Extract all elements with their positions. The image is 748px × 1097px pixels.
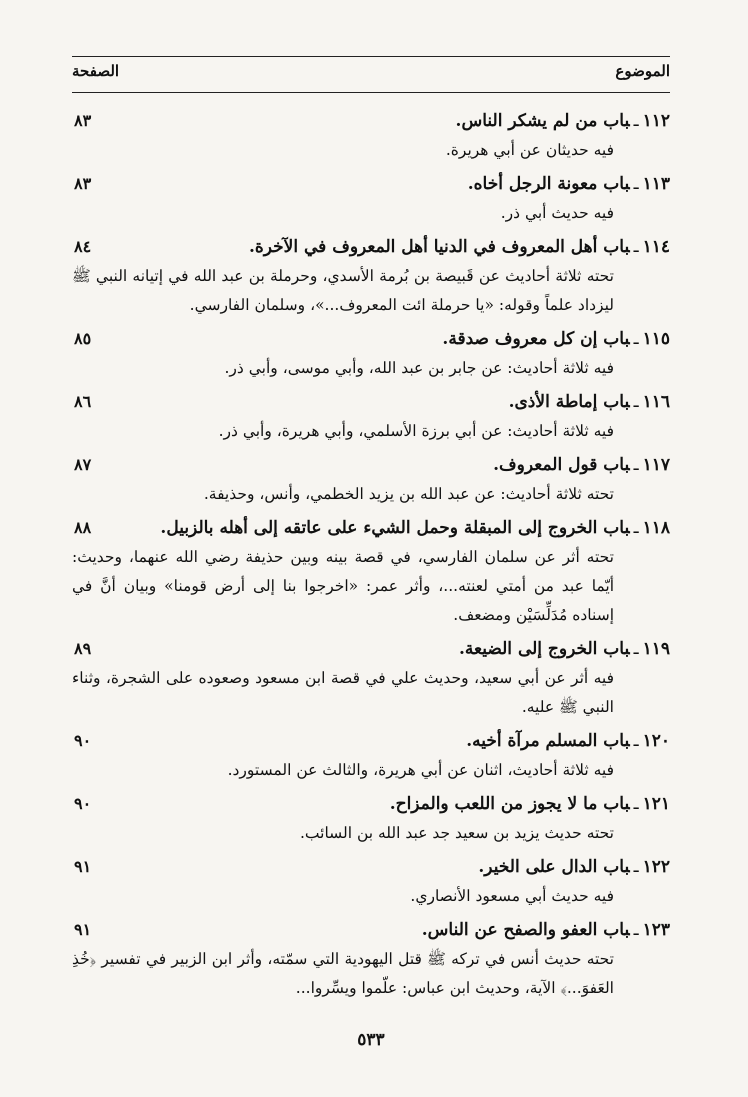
- entry-number: ١٢٢: [642, 857, 670, 877]
- entry-title-line: [72, 634, 670, 664]
- entry-number: ١١٢: [642, 111, 670, 131]
- index-entry: [72, 106, 670, 165]
- entry-dash: ـ: [633, 392, 639, 412]
- entry-title: باب إن كل معروف صدقة.: [442, 329, 630, 349]
- entry-page: ٩٠: [74, 731, 92, 750]
- entry-title-line: [72, 789, 670, 819]
- entry-page: ٩١: [74, 857, 92, 876]
- index-entry: [72, 450, 670, 509]
- index-entry: [72, 726, 670, 785]
- page-column-label: الصفحة: [72, 62, 120, 80]
- entry-page: ٨٥: [74, 329, 92, 348]
- entry-page: ٩١: [74, 920, 92, 939]
- entry-dash: ـ: [633, 518, 639, 538]
- entry-title-line: [72, 450, 670, 480]
- entry-page: ٨٦: [74, 392, 92, 411]
- entry-number: ١١٤: [642, 237, 670, 257]
- entry-page: ٨٧: [74, 455, 92, 474]
- entry-dash: ـ: [633, 111, 639, 131]
- entry-title: باب من لم يشكر الناس.: [455, 111, 630, 131]
- entry-title-line: [72, 513, 670, 543]
- entry-number: ١١٧: [642, 455, 670, 475]
- entry-description: تحته ثلاثة أحاديث عن قَبيصة بن بُرمة الأسدي، وحرملة بن عبد الله في إتيانه النبي ﷺ ليزداد علماً وقوله: «يا حرملة ائت المعروف...»، وسلمان الفارسي.: [72, 267, 614, 314]
- entry-title: باب معونة الرجل أخاه.: [467, 174, 630, 194]
- entry-dash: ـ: [633, 174, 639, 194]
- entry-dash: ـ: [633, 639, 639, 659]
- entry-page: ٩٠: [74, 794, 92, 813]
- entry-description: فيه حديث أبي مسعود الأنصاري.: [410, 887, 614, 905]
- index-page: [72, 52, 670, 1052]
- page-number: ٥٣٣: [357, 1030, 385, 1050]
- header-rule-bottom: [72, 92, 670, 93]
- entry-title: باب قول المعروف.: [493, 455, 630, 475]
- index-entry: [72, 852, 670, 911]
- entry-number: ١١٥: [642, 329, 670, 349]
- entry-title: باب الدال على الخير.: [478, 857, 630, 877]
- entry-description: تحته ثلاثة أحاديث: عن عبد الله بن يزيد الخطمي، وأنس، وحذيفة.: [203, 485, 614, 503]
- entry-page: ٨٣: [74, 174, 92, 193]
- entry-dash: ـ: [633, 455, 639, 475]
- entry-description: فيه أثر عن أبي سعيد، وحديث علي في قصة ابن مسعود وصعوده على الشجرة، وثناء النبي ﷺ عليه.: [72, 669, 614, 716]
- entry-title-line: [72, 106, 670, 136]
- entry-page: ٨٨: [74, 518, 92, 537]
- entry-page: ٨٣: [74, 111, 92, 130]
- entry-number: ١٢٠: [642, 731, 670, 751]
- entry-title: باب ما لا يجوز من اللعب والمزاح.: [389, 794, 630, 814]
- entry-title-line: [72, 324, 670, 354]
- entry-dash: ـ: [633, 857, 639, 877]
- entry-page: ٨٩: [74, 639, 92, 658]
- entry-title-line: [72, 852, 670, 882]
- entry-description: فيه حديثان عن أبي هريرة.: [445, 141, 614, 159]
- entry-title: باب إماطة الأذى.: [508, 392, 630, 412]
- index-entry: [72, 169, 670, 228]
- entry-title: باب أهل المعروف في الدنيا أهل المعروف في الآخرة.: [248, 237, 630, 257]
- entry-page: ٨٤: [74, 237, 92, 256]
- entry-description: فيه ثلاثة أحاديث، اثنان عن أبي هريرة، والثالث عن المستورد.: [227, 761, 614, 779]
- entry-title: باب الخروج إلى الضيعة.: [459, 639, 630, 659]
- entry-title-line: [72, 726, 670, 756]
- index-entry: [72, 789, 670, 848]
- entry-title: باب العفو والصفح عن الناس.: [421, 920, 630, 940]
- entry-description: فيه ثلاثة أحاديث: عن جابر بن عبد الله، وأبي موسى، وأبي ذر.: [224, 359, 614, 377]
- entry-title-line: [72, 232, 670, 262]
- entry-description: فيه ثلاثة أحاديث: عن أبي برزة الأسلمي، وأبي هريرة، وأبي ذر.: [218, 422, 614, 440]
- index-entries: [72, 106, 670, 1007]
- index-entry: [72, 232, 670, 320]
- topic-column-label: الموضوع: [615, 62, 670, 80]
- entry-number: ١١٣: [642, 174, 670, 194]
- entry-number: ١٢١: [642, 794, 670, 814]
- entry-number: ١١٦: [642, 392, 670, 412]
- page-header: [72, 52, 670, 92]
- index-entry: [72, 634, 670, 722]
- entry-description: تحته حديث يزيد بن سعيد جد عبد الله بن السائب.: [299, 824, 614, 842]
- entry-title: باب المسلم مرآة أخيه.: [466, 731, 630, 751]
- entry-dash: ـ: [633, 920, 639, 940]
- entry-title-line: [72, 915, 670, 945]
- entry-description: فيه حديث أبي ذر.: [500, 204, 614, 222]
- entry-description: تحته أثر عن سلمان الفارسي، في قصة بينه وبين حذيفة رضي الله عنهما، وحديث: أيّما عبد من أمتي لعنته...، وأثر عمر: «اخرجوا بنا إلى أرض قومنا» وبيان أنَّ في إسناده مُدَلِّسَيْن ومضعف.: [72, 548, 614, 624]
- header-rule-top: [72, 56, 670, 57]
- entry-title-line: [72, 169, 670, 199]
- entry-title: باب الخروج إلى المبقلة وحمل الشيء على عاتقه إلى أهله بالزبيل.: [160, 518, 630, 538]
- index-entry: [72, 513, 670, 630]
- entry-number: ١١٩: [642, 639, 670, 659]
- entry-title-line: [72, 387, 670, 417]
- entry-dash: ـ: [633, 794, 639, 814]
- entry-dash: ـ: [633, 731, 639, 751]
- entry-number: ١٢٣: [642, 920, 670, 940]
- index-entry: [72, 915, 670, 1003]
- entry-number: ١١٨: [642, 518, 670, 538]
- index-entry: [72, 324, 670, 383]
- index-entry: [72, 387, 670, 446]
- entry-description: تحته حديث أنس في تركه ﷺ قتل اليهودية التي سمّته، وأثر ابن الزبير في تفسير ﴿خُذِ العَفوَ...﴾ الآية، وحديث ابن عباس: علّموا ويسِّروا...: [72, 950, 614, 997]
- entry-dash: ـ: [633, 237, 639, 257]
- entry-dash: ـ: [633, 329, 639, 349]
